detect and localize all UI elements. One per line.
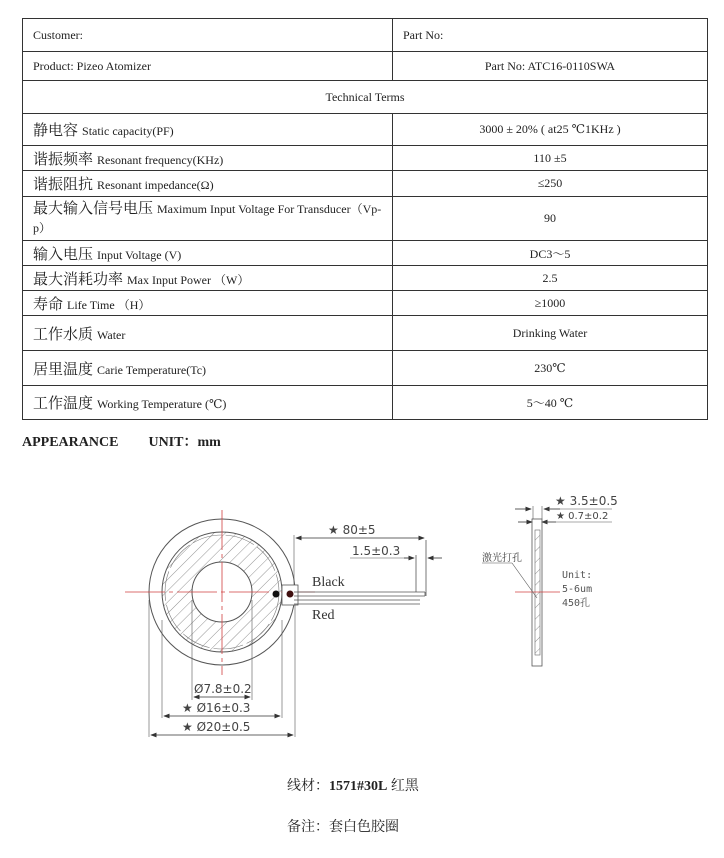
spec-row [23,386,708,420]
spec-row [23,266,708,291]
plate-thickness-dim: ★ 0.7±0.2 [556,511,609,522]
wire-black-label: Black [312,575,345,590]
spec-value: 5～40 ℃ [393,386,708,420]
spec-param [23,171,393,197]
wire-note-spec: 1571#30L [329,779,388,794]
spec-value: 90 [393,197,708,241]
black-solder-dot [273,591,280,598]
spec-value: Drinking Water [393,316,708,351]
front-view [125,510,442,737]
customer-row [23,19,708,52]
spec-param-en: Input Voltage (V) [97,247,182,262]
spec-param [23,386,393,420]
spec-param-en: Max Input Power （W） [127,272,250,287]
spec-param-en: Maximum Input Voltage For Transducer（Vp-p） [33,201,382,235]
spec-param-en: Working Temperature (℃) [97,397,227,411]
appearance-unit: UNIT：mm [148,435,221,450]
remark-text: 套白色胶圈 [329,820,399,835]
spec-param-en: Carie Temperature(Tc) [97,362,207,377]
spec-param-cn: 工作水质 [33,326,94,343]
remark-label: 备注： [287,820,329,835]
spec-row [23,197,708,241]
spec-param-en: Resonant frequency(KHz) [97,152,224,167]
spec-param [23,266,393,291]
total-thickness-dim: ★ 3.5±0.5 [555,494,618,508]
spec-value: DC3～5 [393,241,708,266]
spec-value: ≤250 [393,171,708,197]
unit-label: Unit: [562,570,593,581]
spec-param-cn: 静电容 [33,123,79,139]
cable-length-dim: ★ 80±5 [328,523,376,537]
side-view [482,494,618,666]
spec-row [23,146,708,171]
spec-param-cn: 居里温度 [33,361,94,378]
wire-red-label: Red [312,608,335,623]
spec-param-cn: 输入电压 [33,246,94,263]
spec-param-cn: 谐振阻抗 [33,177,94,193]
spec-row [23,114,708,146]
spec-value: 2.5 [393,266,708,291]
spec-param-en: Water [97,327,126,342]
red-solder-dot [287,591,294,598]
strip-length-dim: 1.5±0.3 [352,544,401,558]
spec-param-cn: 工作温度 [33,396,94,412]
part-no-label: Part No: [393,19,708,52]
hole-count-label: 450孔 [562,598,591,609]
spec-param [23,351,393,386]
outer-diameter-dim: ★ Ø20±0.5 [182,720,251,734]
product-label: Product: Pizeo Atomizer [23,52,393,81]
spec-param-cn: 寿命 [33,296,64,313]
remark-note [287,816,399,836]
spec-param-en: Resonant impedance(Ω) [97,178,214,192]
technical-drawing [0,470,724,760]
spec-row [23,316,708,351]
spec-param-cn: 最大消耗功率 [33,271,124,288]
spec-param [23,197,393,241]
spec-row [23,241,708,266]
spec-row [23,291,708,316]
laser-drill-label: 激光打孔 [482,553,522,564]
wire-note [287,775,419,795]
section-row [23,81,708,114]
spec-param-en: Static capacity(PF) [82,124,174,138]
spec-param [23,316,393,351]
spec-row [23,171,708,197]
hole-diameter-dim: Ø7.8±0.2 [194,682,252,696]
spec-param [23,291,393,316]
hole-size-label: 5-6um [562,584,593,595]
part-no-value: Part No: ATC16-0110SWA [393,52,708,81]
section-title: Technical Terms [23,81,708,114]
customer-label: Customer: [23,19,393,52]
spec-param-cn: 谐振频率 [33,151,94,168]
spec-param-en: Life Time （H） [67,297,151,312]
spec-value: 3000 ± 20% ( at25 ℃1KHz ) [393,114,708,146]
appearance-heading [22,431,221,451]
product-row [23,52,708,81]
spec-row [23,351,708,386]
spec-value: ≥1000 [393,291,708,316]
spec-value: 110 ±5 [393,146,708,171]
spec-table [22,18,708,420]
spec-param-cn: 最大输入信号电压 [33,200,154,217]
wire-note-colors: 红黑 [390,779,419,794]
wire-note-label: 线材： [287,779,329,794]
spec-param [23,241,393,266]
spec-param [23,114,393,146]
appearance-title: APPEARANCE [22,435,119,450]
spec-param [23,146,393,171]
inner-diameter-dim: ★ Ø16±0.3 [182,701,251,715]
spec-value: 230℃ [393,351,708,386]
